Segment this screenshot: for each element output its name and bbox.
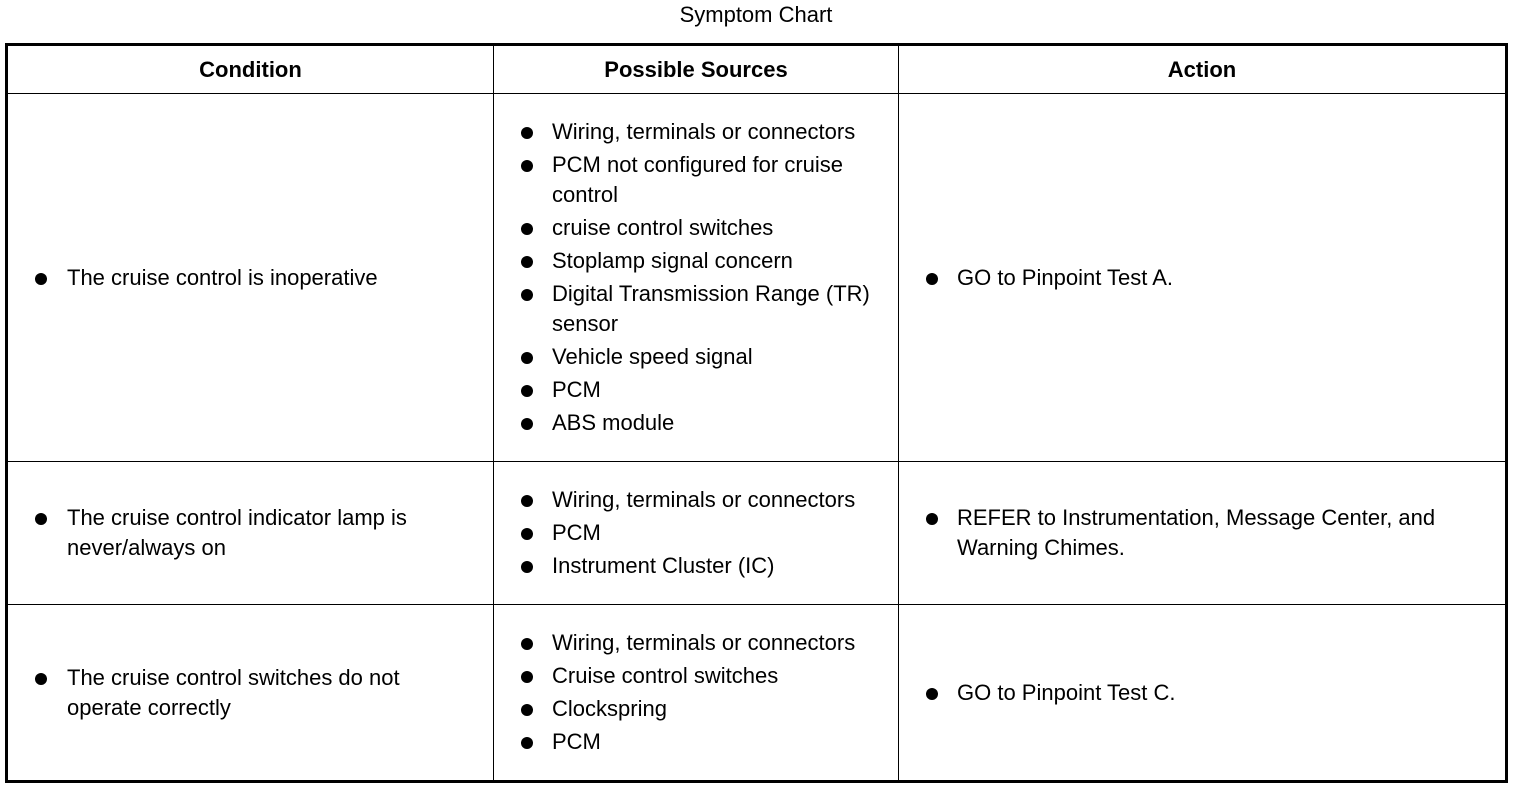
bullet-icon — [521, 561, 533, 573]
bullet-icon — [521, 528, 533, 540]
table-row — [7, 94, 1507, 462]
header-condition: Condition — [7, 45, 494, 94]
list-item — [521, 246, 888, 276]
source-text: Clockspring — [552, 696, 667, 721]
list-item — [35, 663, 473, 723]
bullet-icon — [521, 495, 533, 507]
list-item — [926, 503, 1465, 563]
list-item — [521, 661, 888, 691]
source-text: PCM — [552, 377, 601, 402]
list-item — [521, 518, 888, 548]
condition-cell — [7, 605, 494, 782]
bullet-icon — [926, 273, 938, 285]
action-cell — [899, 94, 1507, 462]
bullet-icon — [35, 513, 47, 525]
source-text: Vehicle speed signal — [552, 344, 753, 369]
bullet-icon — [35, 273, 47, 285]
table-row — [7, 462, 1507, 605]
action-text: GO to Pinpoint Test A. — [957, 264, 1174, 290]
action-cell — [899, 462, 1507, 605]
source-text: Wiring, terminals or connectors — [552, 630, 856, 655]
bullet-icon — [521, 256, 533, 268]
action-cell — [899, 605, 1507, 782]
condition-text: The cruise control switches do not operate correctly — [67, 664, 400, 720]
bullet-icon — [521, 671, 533, 683]
bullet-icon — [521, 352, 533, 364]
list-item — [521, 408, 888, 438]
bullet-icon — [926, 513, 938, 525]
list-item — [521, 694, 888, 724]
list-item — [926, 678, 1465, 708]
list-item — [521, 727, 888, 757]
bullet-icon — [521, 385, 533, 397]
source-text: PCM not configured for cruise control — [552, 152, 844, 207]
bullet-icon — [521, 289, 533, 301]
source-text: Cruise control switches — [552, 663, 779, 688]
list-item — [521, 117, 888, 147]
list-item — [521, 150, 888, 210]
header-row — [7, 45, 1507, 94]
list-item — [521, 213, 888, 243]
list-item — [521, 485, 888, 515]
list-item — [35, 503, 473, 563]
source-text: Digital Transmission Range (TR) sensor — [552, 281, 870, 336]
bullet-icon — [521, 737, 533, 749]
source-text: ABS module — [552, 410, 675, 435]
bullet-icon — [926, 688, 938, 700]
source-text: Wiring, terminals or connectors — [552, 119, 856, 144]
header-action: Action — [899, 45, 1507, 94]
source-text: Stoplamp signal concern — [552, 248, 793, 273]
sources-cell — [494, 605, 899, 782]
source-text: Wiring, terminals or connectors — [552, 487, 856, 512]
list-item — [926, 263, 1465, 293]
bullet-icon — [35, 673, 47, 685]
bullet-icon — [521, 418, 533, 430]
chart-title: Symptom Chart — [679, 2, 833, 27]
sources-cell — [494, 462, 899, 605]
list-item — [521, 551, 888, 581]
condition-text: The cruise control is inoperative — [67, 264, 378, 290]
sources-cell — [494, 94, 899, 462]
list-item — [521, 628, 888, 658]
bullet-icon — [521, 127, 533, 139]
list-item — [521, 279, 888, 339]
condition-cell — [7, 462, 494, 605]
source-text: cruise control switches — [552, 215, 774, 240]
table-row — [7, 605, 1507, 782]
list-item — [521, 375, 888, 405]
condition-text: The cruise control indicator lamp is never/always on — [67, 505, 407, 560]
action-text: REFER to Instrumentation, Message Center, and Warning Chimes. — [957, 505, 1436, 560]
bullet-icon — [521, 638, 533, 650]
source-text: PCM — [552, 520, 601, 545]
list-item — [35, 263, 473, 293]
symptom-table — [5, 43, 1508, 783]
list-item — [521, 342, 888, 372]
condition-cell — [7, 94, 494, 462]
source-text: Instrument Cluster (IC) — [552, 553, 775, 578]
bullet-icon — [521, 160, 533, 172]
bullet-icon — [521, 704, 533, 716]
source-text: PCM — [552, 729, 601, 754]
header-possible-sources: Possible Sources — [494, 45, 899, 94]
action-text: GO to Pinpoint Test C. — [957, 679, 1176, 705]
bullet-icon — [521, 223, 533, 235]
